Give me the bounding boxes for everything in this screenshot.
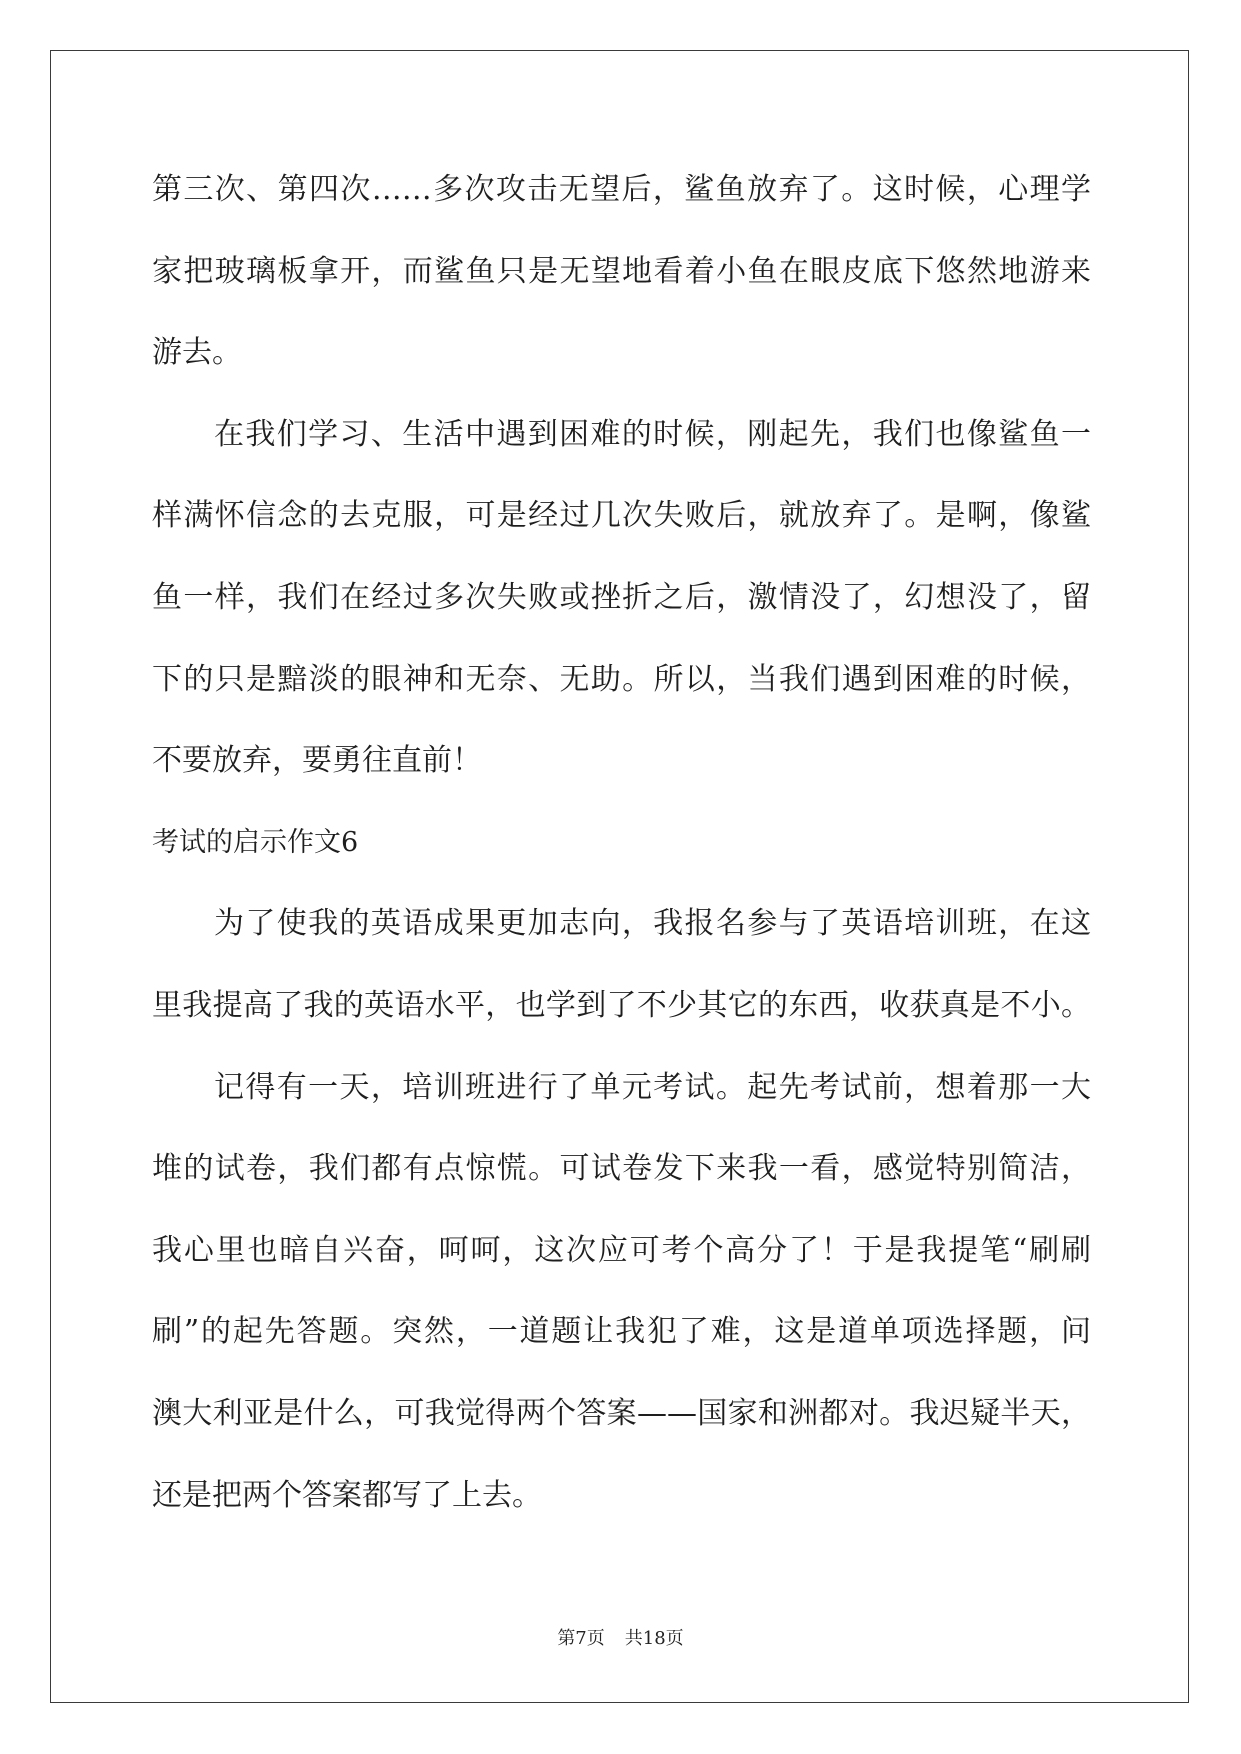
document-body	[152, 149, 1091, 1536]
section-heading: 考试的启示作文6	[152, 826, 359, 858]
paragraph	[152, 883, 1091, 1046]
text-line: 还是把两个答案都写了上去。	[152, 1477, 542, 1513]
text-line: 下的只是黯淡的眼神和无奈、无助。所以，当我们遇到困难的时候，	[152, 661, 1091, 697]
text-line: 第三次、第四次……多次攻击无望后，鲨鱼放弃了。这时候，心理学	[152, 172, 1091, 207]
paragraph	[152, 394, 1091, 802]
text-line: 鱼一样，我们在经过多次失败或挫折之后，激情没了，幻想没了，留	[152, 579, 1091, 615]
text-line: 游去。	[152, 335, 242, 371]
total-pages-label: 共18页	[624, 1628, 684, 1649]
text-line: 澳大利亚是什么，可我觉得两个答案——国家和洲都对。我迟疑半天，	[152, 1395, 1091, 1431]
text-line: 样满怀信念的去克服，可是经过几次失败后，就放弃了。是啊，像鲨	[152, 498, 1091, 534]
page-number	[0, 1626, 1241, 1652]
text-line: 刷”的起先答题。突然，一道题让我犯了难，这是道单项选择题，问	[152, 1314, 1091, 1350]
paragraph	[152, 1047, 1091, 1537]
current-page-label: 第7页	[557, 1628, 605, 1649]
text-line: 不要放弃，要勇往直前！	[152, 743, 482, 779]
text-line: 在我们学习、生活中遇到困难的时候，刚起先，我们也像鲨鱼一	[214, 416, 1091, 452]
paragraph	[152, 149, 1091, 394]
text-line: 里我提高了我的英语水平，也学到了不少其它的东西，收获真是不小。	[152, 987, 1091, 1023]
text-line: 为了使我的英语成果更加志向，我报名参与了英语培训班，在这	[214, 906, 1091, 942]
text-line: 记得有一天，培训班进行了单元考试。起先考试前，想着那一大	[214, 1069, 1091, 1105]
text-line: 我心里也暗自兴奋，呵呵，这次应可考个高分了！于是我提笔“刷刷	[152, 1232, 1091, 1268]
text-line: 堆的试卷，我们都有点惊慌。可试卷发下来我一看，感觉特别简洁，	[152, 1151, 1091, 1187]
text-line: 家把玻璃板拿开，而鲨鱼只是无望地看着小鱼在眼皮底下悠然地游来	[152, 253, 1091, 289]
